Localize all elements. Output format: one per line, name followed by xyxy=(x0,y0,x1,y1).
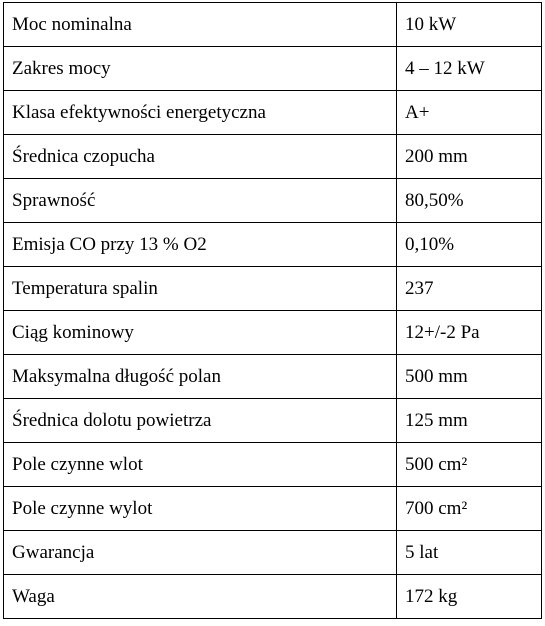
table-row xyxy=(4,47,542,91)
spec-label: Temperatura spalin xyxy=(4,267,397,311)
spec-label: Maksymalna długość polan xyxy=(4,355,397,399)
spec-value: 0,10% xyxy=(397,223,542,267)
spec-value: 500 mm xyxy=(397,355,542,399)
spec-value: 172 kg xyxy=(397,575,542,619)
table-row xyxy=(4,311,542,355)
table-row xyxy=(4,179,542,223)
table-row xyxy=(4,267,542,311)
spec-label: Gwarancja xyxy=(4,531,397,575)
spec-label: Ciąg kominowy xyxy=(4,311,397,355)
spec-value: A+ xyxy=(397,91,542,135)
table-row xyxy=(4,223,542,267)
table-row xyxy=(4,135,542,179)
table-row xyxy=(4,443,542,487)
spec-label: Moc nominalna xyxy=(4,3,397,47)
spec-value: 80,50% xyxy=(397,179,542,223)
spec-value: 237 xyxy=(397,267,542,311)
table-row xyxy=(4,531,542,575)
spec-value: 5 lat xyxy=(397,531,542,575)
spec-label: Waga xyxy=(4,575,397,619)
spec-label: Zakres mocy xyxy=(4,47,397,91)
spec-value: 125 mm xyxy=(397,399,542,443)
table-row xyxy=(4,91,542,135)
spec-label: Pole czynne wlot xyxy=(4,443,397,487)
table-row xyxy=(4,355,542,399)
table-row xyxy=(4,575,542,619)
spec-label: Średnica dolotu powietrza xyxy=(4,399,397,443)
table-row xyxy=(4,3,542,47)
spec-value: 12+/-2 Pa xyxy=(397,311,542,355)
spec-label: Sprawność xyxy=(4,179,397,223)
table-row xyxy=(4,399,542,443)
specifications-table xyxy=(3,2,542,619)
spec-value: 200 mm xyxy=(397,135,542,179)
spec-value: 500 cm² xyxy=(397,443,542,487)
spec-label: Klasa efektywności energetyczna xyxy=(4,91,397,135)
spec-value: 10 kW xyxy=(397,3,542,47)
spec-label: Średnica czopucha xyxy=(4,135,397,179)
spec-label: Emisja CO przy 13 % O2 xyxy=(4,223,397,267)
spec-value: 700 cm² xyxy=(397,487,542,531)
table-row xyxy=(4,487,542,531)
spec-label: Pole czynne wylot xyxy=(4,487,397,531)
specifications-table-body xyxy=(4,3,542,619)
spec-value: 4 – 12 kW xyxy=(397,47,542,91)
